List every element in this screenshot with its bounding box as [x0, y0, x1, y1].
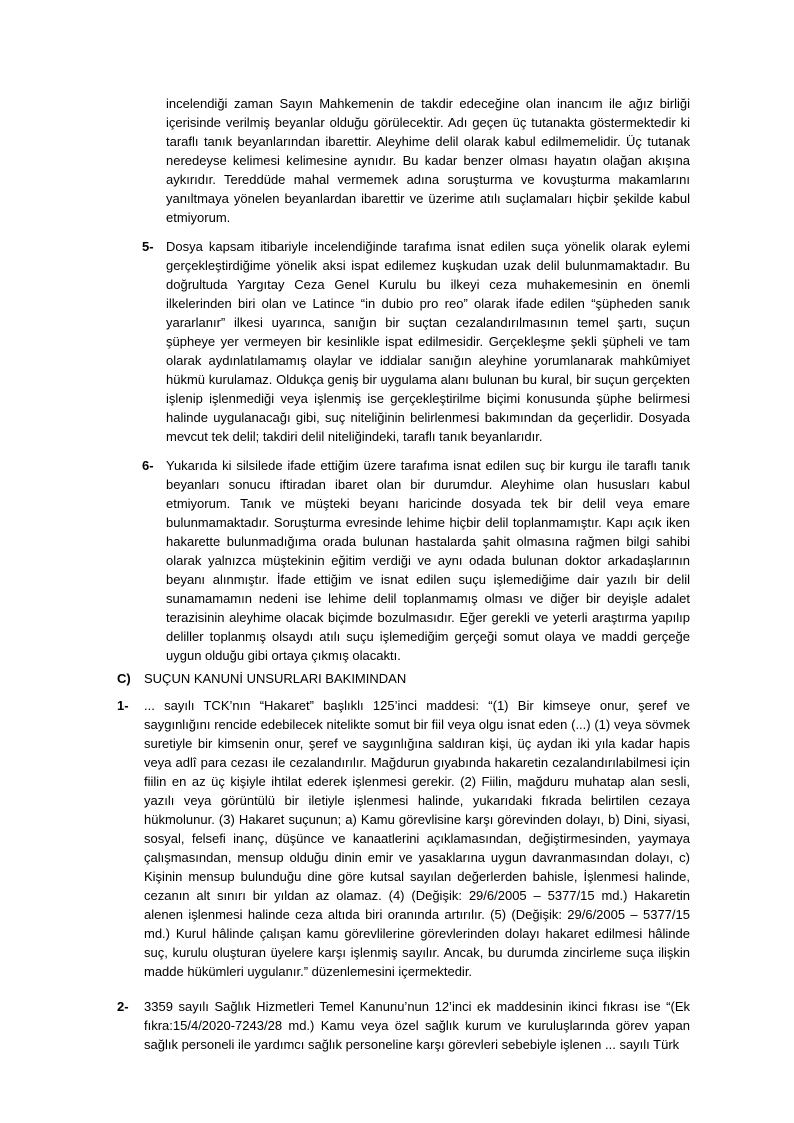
section-heading-c: [117, 669, 690, 688]
list-item-2-marker: 2-: [117, 999, 129, 1014]
section-heading-c-marker: C): [117, 671, 131, 686]
list-item-5-text: Dosya kapsam itibariyle incelendiğinde tarafıma isnat edilen suça yönelik olarak eylemi gerçekleştirdiğime yönelik aksi ispat edilemez kuşkudan uzak delil bulunmamaktadır. Bu doğrultuda Yargıtay Ceza Genel Kurulu bu ilkeyi ceza muhakemesinin en önemli ilkelerinden biri olan ve Latince “in dubio pro reo” olarak ifade edilen “şüpheden sanık yararlanır” ilkesi uyarınca, sanığın bir suçtan cezalandırılmasının temel şartı, suçun şüpheye yer vermeyen bir kesinlikle ispat edilmesidir. Gerçekleşme şekli şüpheli ve tam olarak aydınlatılamamış olaylar ve iddialar sanığın aleyhine yorumlanarak mahkûmiyet hükmü kurulamaz. Oldukça geniş bir uygulama alanı bulunan bu kural, bir suçun gerçekten işlenip işlenmediği veya işlenmiş ise gerçekleştirilme biçimi konusunda şüphe belirmesi halinde uygulanacağı gibi, suç niteliğinin belirlenmesi bakımından da geçerlidir. Dosyada mevcut tek delil; takdiri delil niteliğindeki, taraflı tanık beyanlarıdır.: [166, 239, 690, 444]
list-item-6-marker: 6-: [142, 458, 154, 473]
list-item-5: [142, 237, 690, 446]
list-item-2: [117, 997, 690, 1054]
list-item-6: [142, 456, 690, 665]
list-item-6-text: Yukarıda ki silsilede ifade ettiğim üzere tarafıma isnat edilen suç bir kurgu ile taraflı tanık beyanları sonucu iftiradan ibaret olan bir durumdur. Aleyhime olan hususları kabul etmiyorum. Tanık ve müşteki beyanı haricinde dosyada tek bir delil veya emare bulunmamaktadır. Soruşturma evresinde lehime hiçbir delil toplanmamıştır. Kapı açık iken hakarette bulunmadığıma orada bulunan hastalarda şahit olmasına rağmen bilgi sahibi olarak yalnızca müştekinin eğitim verdiği ve aynı odada bulunan doktor arkadaşlarının beyanı alınmıştır. İfade ettiğim ve isnat edilen suçu işlemediğime dair yazılı bir delil sunamamamın nedeni ise lehime delil toplanmamış olması ve diğer bir deyişle adalet terazisinin aleyhime olacak biçimde bozulmasıdır. Eğer gerekli ve yeterli araştırma yapılıp deliller toplanmış olsaydı atılı suçu işlemediğim gerçeği somut olaya ve maddi gerçeğe uygun olduğu gibi ortaya çıkmış olacaktı.: [166, 458, 690, 663]
list-item-5-marker: 5-: [142, 239, 154, 254]
list-item-1-text: ... sayılı TCK’nın “Hakaret” başlıklı 125’inci maddesi: “(1) Bir kimseye onur, şeref ve saygınlığını rencide edebilecek nitelikte somut bir fiil veya olgu isnat eden (...) (1) veya sövmek suretiyle bir kimsenin onur, şeref ve saygınlığına saldıran kişi, üç aydan iki yıla kadar hapis veya adlî para cezası ile cezalandırılır. Mağdurun gıyabında hakaretin cezalandırılabilmesi için fiilin en az üç kişiyle ihtilat ederek işlenmesi gerekir. (2) Fiilin, mağduru muhatap alan sesli, yazılı veya görüntülü bir iletiyle işlenmesi halinde, yukarıdaki fıkrada belirtilen cezaya hükmolunur. (3) Hakaret suçunun; a) Kamu görevlisine karşı görevinden dolayı, b) Dini, siyasi, sosyal, felsefi inanç, düşünce ve kanaatlerini açıklamasından, değiştirmesinden, yaymaya çalışmasından, mensup olduğu dinin emir ve yasaklarına uygun davranmasından dolayı, c) Kişinin mensup bulunduğu dine göre kutsal sayılan değerlerden bahisle, İşlenmesi halinde, cezanın alt sınırı bir yıldan az olamaz. (4) (Değişik: 29/6/2005 – 5377/15 md.) Hakaretin alenen işlenmesi halinde ceza altıda biri oranında artırılır. (5) (Değişik: 29/6/2005 – 5377/15 md.) Kurul hâlinde çalışan kamu görevlilerine görevlerinden dolayı hakaret edilmesi hâlinde suç, kurulu oluşturan üyelere karşı işlenmiş sayılır. Ancak, bu durumda zincirleme suça ilişkin madde hükümleri uygulanır.” düzenlemesini içermektedir.: [144, 698, 690, 979]
list-item-1-marker: 1-: [117, 698, 129, 713]
list-item-1: [117, 696, 690, 981]
section-heading-c-title: SUÇUN KANUNİ UNSURLARI BAKIMINDAN: [144, 671, 407, 686]
list-item-2-text: 3359 sayılı Sağlık Hizmetleri Temel Kanunu’nun 12’inci ek maddesinin ikinci fıkrası ise “(Ek fıkra:15/4/2020-7243/28 md.) Kamu veya özel sağlık kurum ve kuruluşlarında görev yapan sağlık personeli ile yardımcı sağlık personeline karşı görevleri sebebiyle işlenen ... sayılı Türk: [144, 999, 690, 1052]
continuation-paragraph: incelendiği zaman Sayın Mahkemenin de takdir edeceğine olan inancım ile ağız birliği içerisinde verilmiş beyanlar olduğu görülecektir. Adı geçen üç tutanakta göstermektedir ki taraflı tanık beyanlarından ibarettir. Aleyhime delil olarak kabul edilmemelidir. Üç tutanak neredeyse kelimesi kelimesine aynıdır. Bu kadar benzer olması hayatın olağan akışına aykırıdır. Tereddüde mahal vermemek adına soruşturma ve kovuşturma makamlarını yanıltmaya yönelen beyanlardan ibarettir ve üzerime atılı suçlamaları hiçbir şekilde kabul etmiyorum.: [166, 96, 690, 225]
